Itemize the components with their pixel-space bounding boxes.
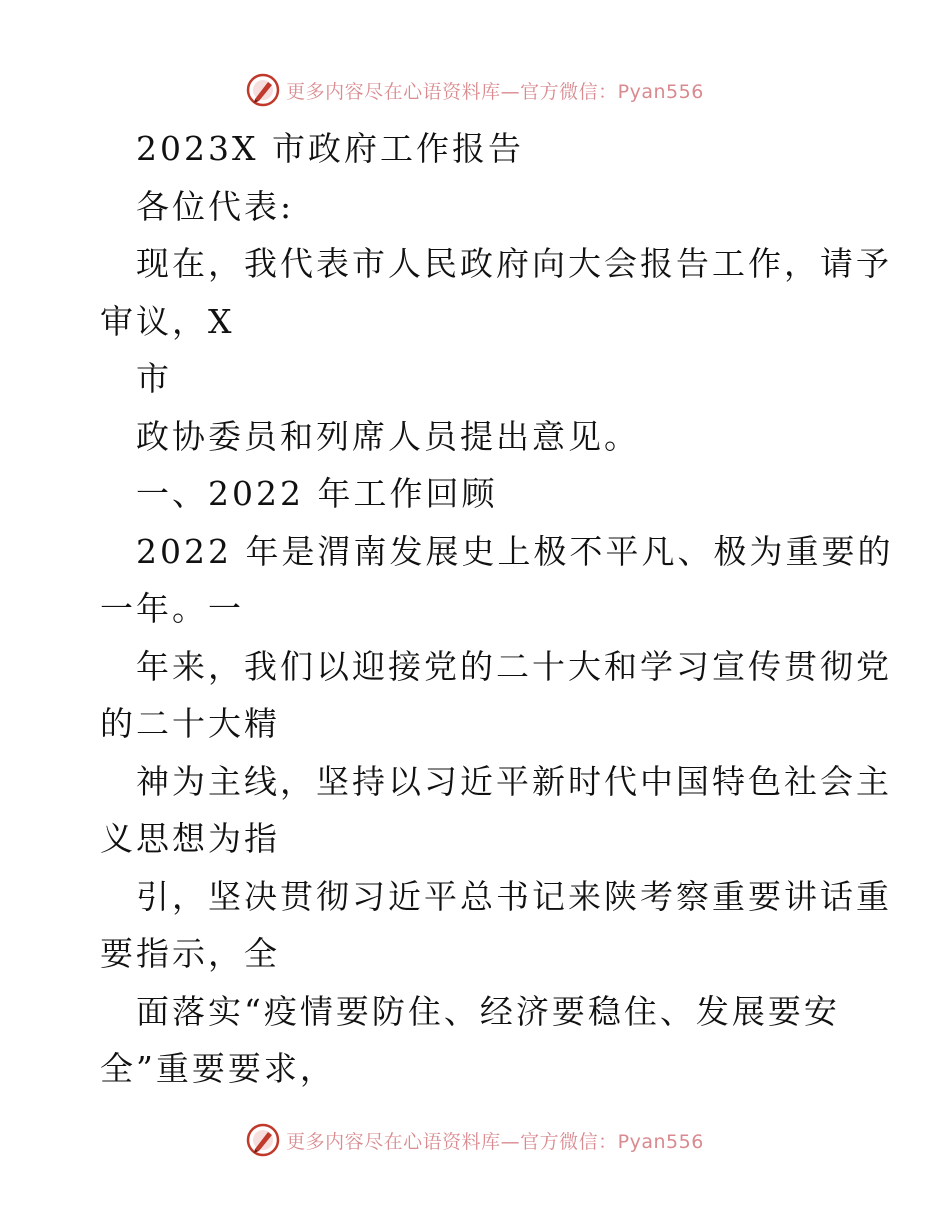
pen-logo-icon [246, 73, 280, 107]
pen-logo-icon [246, 1123, 280, 1157]
text-line: 全”重要要求， [100, 1049, 336, 1088]
text-line: 2023X 市政府工作报告 [136, 129, 524, 168]
text-line: 各位代表: [136, 186, 295, 226]
text-line: 政协委员和列席人员提出意见。 [136, 416, 640, 456]
text-line: 2022 年是渭南发展史上极不平凡、极为重要的 [136, 531, 894, 571]
banner-text: 更多内容尽在心语资料库—官方微信：Pyan556 [286, 80, 704, 103]
footer-banner [0, 1120, 950, 1160]
header-banner [0, 70, 950, 110]
text-line: 现在，我代表市人民政府向大会报告工作，请予 [136, 244, 892, 283]
text-line: 要指示，全 [100, 934, 280, 973]
text-line: 神为主线，坚持以习近平新时代中国特色社会主 [136, 761, 892, 801]
text-line: 一年。一 [100, 589, 244, 628]
text-line: 的二十大精 [100, 704, 280, 743]
banner-text: 更多内容尽在心语资料库—官方微信：Pyan556 [286, 1130, 704, 1153]
text-line: 义思想为指 [100, 819, 280, 858]
text-line: 一、2022 年工作回顾 [136, 474, 498, 513]
document-body [100, 120, 894, 1098]
text-line: 年来，我们以迎接党的二十大和学习宣传贯彻党 [136, 646, 892, 686]
text-line: 审议，X [100, 301, 235, 341]
text-line: 市 [136, 359, 172, 398]
text-line: 面落实“疫情要防住、经济要稳住、发展要安 [136, 991, 840, 1031]
text-line: 引，坚决贯彻习近平总书记来陕考察重要讲话重 [136, 876, 892, 916]
